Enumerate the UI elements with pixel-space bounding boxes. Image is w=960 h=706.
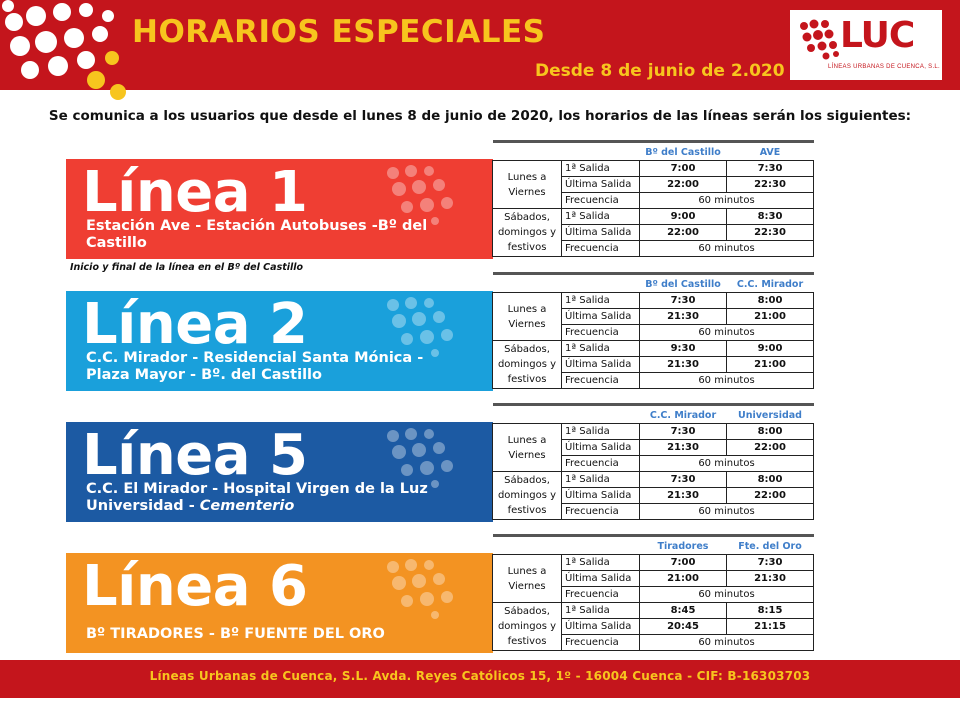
frequency-label: Frecuencia (562, 193, 640, 209)
last-departure-label: Última Salida (562, 309, 640, 325)
time-cell: 8:45 (640, 603, 727, 619)
luc-logo (790, 10, 942, 80)
time-cell: 7:30 (640, 472, 727, 488)
line-route-text: Estación Ave - Estación Autobuses -Bº del Castillo (86, 218, 428, 251)
weekday-label: Lunes a Viernes (493, 161, 562, 209)
time-cell: 22:00 (727, 440, 814, 456)
frequency-label: Frecuencia (562, 504, 640, 520)
time-cell: 21:00 (640, 571, 727, 587)
time-cell: 7:00 (640, 555, 727, 571)
first-departure-label: 1ª Salida (562, 293, 640, 309)
line-route (86, 626, 486, 643)
frequency-value: 60 minutos (640, 456, 814, 472)
frequency-value: 60 minutos (640, 373, 814, 389)
frequency-value: 60 minutos (640, 635, 814, 651)
line-route-text: C.C. El Mirador - Hospital Virgen de la Luz (86, 481, 428, 497)
frequency-label: Frecuencia (562, 325, 640, 341)
time-cell: 21:15 (727, 619, 814, 635)
line-title: Línea 6 (82, 554, 308, 619)
frequency-label: Frecuencia (562, 241, 640, 257)
page-title: HORARIOS ESPECIALES (132, 14, 546, 50)
time-cell: 21:30 (727, 571, 814, 587)
line-route-text: C.C. Mirador - Residencial Santa Mónica - (86, 350, 424, 366)
weekend-label: Sábados, domingos y festivos (493, 603, 562, 651)
last-departure-label: Última Salida (562, 440, 640, 456)
last-departure-label: Última Salida (562, 619, 640, 635)
last-departure-label: Última Salida (562, 225, 640, 241)
column-header: Universidad (727, 408, 814, 424)
time-cell: 7:00 (640, 161, 727, 177)
weekend-label: Sábados, domingos y festivos (493, 341, 562, 389)
time-cell: 9:00 (727, 341, 814, 357)
column-header: C.C. Mirador (727, 277, 814, 293)
footer-text: Líneas Urbanas de Cuenca, S.L. Avda. Reyes Católicos 15, 1º - 16004 Cuenca - CIF: B-16303703 (149, 669, 811, 683)
time-cell: 9:30 (640, 341, 727, 357)
first-departure-label: 1ª Salida (562, 341, 640, 357)
time-cell: 22:30 (727, 177, 814, 193)
line-6-banner (66, 553, 493, 653)
header-banner (0, 0, 960, 90)
frequency-value: 60 minutos (640, 587, 814, 603)
time-cell: 21:00 (727, 309, 814, 325)
column-header: Fte. del Oro (727, 539, 814, 555)
line-route (86, 350, 486, 384)
weekend-label: Sábados, domingos y festivos (493, 472, 562, 520)
first-departure-label: 1ª Salida (562, 424, 640, 440)
line-6-schedule (492, 534, 814, 651)
weekday-label: Lunes a Viernes (493, 555, 562, 603)
line-title: Línea 5 (82, 423, 308, 488)
banner-dots-graphic (383, 295, 463, 357)
last-departure-label: Última Salida (562, 177, 640, 193)
line-title: Línea 2 (82, 292, 308, 357)
time-cell: 21:30 (640, 440, 727, 456)
route-segment-italic: Cementerio (199, 498, 295, 514)
frequency-label: Frecuencia (562, 635, 640, 651)
time-cell: 7:30 (727, 555, 814, 571)
line-2-schedule (492, 272, 814, 389)
time-cell: 7:30 (640, 424, 727, 440)
first-departure-label: 1ª Salida (562, 161, 640, 177)
time-cell: 8:00 (727, 472, 814, 488)
line-1-schedule (492, 140, 814, 257)
first-departure-label: 1ª Salida (562, 603, 640, 619)
weekend-label: Sábados, domingos y festivos (493, 209, 562, 257)
time-cell: 9:00 (640, 209, 727, 225)
line-2-banner (66, 291, 493, 391)
column-header: C.C. Mirador (640, 408, 727, 424)
time-cell: 7:30 (727, 161, 814, 177)
banner-dots-graphic (383, 163, 463, 225)
time-cell: 21:30 (640, 488, 727, 504)
time-cell: 22:30 (727, 225, 814, 241)
first-departure-label: 1ª Salida (562, 555, 640, 571)
line-title: Línea 1 (82, 160, 308, 225)
line-route-text: Bº TIRADORES - Bº FUENTE DEL ORO (86, 626, 385, 642)
line-route (86, 481, 486, 515)
intro-text: Se comunica a los usuarios que desde el lunes 8 de junio de 2020, los horarios de las líneas serán los siguientes: (48, 108, 912, 124)
last-departure-label: Última Salida (562, 357, 640, 373)
logo-text: LUC (840, 15, 915, 56)
last-departure-label: Última Salida (562, 571, 640, 587)
logo-subtext: LÍNEAS URBANAS DE CUENCA, S.L. (828, 64, 941, 70)
time-cell: 21:30 (640, 309, 727, 325)
weekday-label: Lunes a Viernes (493, 424, 562, 472)
line-1-note: Inicio y final de la línea en el Bº del Castillo (70, 262, 304, 273)
time-cell: 22:00 (727, 488, 814, 504)
page-subtitle: Desde 8 de junio de 2.020 (535, 61, 785, 81)
frequency-label: Frecuencia (562, 456, 640, 472)
frequency-value: 60 minutos (640, 504, 814, 520)
last-departure-label: Última Salida (562, 488, 640, 504)
frequency-value: 60 minutos (640, 193, 814, 209)
column-header: Bº del Castillo (640, 277, 727, 293)
frequency-value: 60 minutos (640, 241, 814, 257)
footer-banner (0, 660, 960, 698)
line-route (86, 218, 486, 252)
time-cell: 21:00 (727, 357, 814, 373)
route-segment: Universidad - (86, 498, 200, 514)
header-dots-graphic (0, 0, 130, 100)
weekday-label: Lunes a Viernes (493, 293, 562, 341)
column-header: Tiradores (640, 539, 727, 555)
column-header: Bº del Castillo (640, 145, 727, 161)
line-route-text (86, 498, 486, 515)
column-header: AVE (727, 145, 814, 161)
time-cell: 22:00 (640, 177, 727, 193)
frequency-label: Frecuencia (562, 373, 640, 389)
frequency-label: Frecuencia (562, 587, 640, 603)
time-cell: 8:00 (727, 293, 814, 309)
time-cell: 7:30 (640, 293, 727, 309)
line-5-schedule (492, 403, 814, 520)
banner-dots-graphic (383, 557, 463, 619)
line-1-banner (66, 159, 493, 259)
time-cell: 21:30 (640, 357, 727, 373)
frequency-value: 60 minutos (640, 325, 814, 341)
time-cell: 8:30 (727, 209, 814, 225)
time-cell: 8:15 (727, 603, 814, 619)
first-departure-label: 1ª Salida (562, 209, 640, 225)
logo-dots-icon (798, 18, 840, 60)
banner-dots-graphic (383, 426, 463, 488)
time-cell: 22:00 (640, 225, 727, 241)
line-5-banner (66, 422, 493, 522)
time-cell: 8:00 (727, 424, 814, 440)
time-cell: 20:45 (640, 619, 727, 635)
first-departure-label: 1ª Salida (562, 472, 640, 488)
line-route-text: Plaza Mayor - Bº. del Castillo (86, 367, 322, 383)
